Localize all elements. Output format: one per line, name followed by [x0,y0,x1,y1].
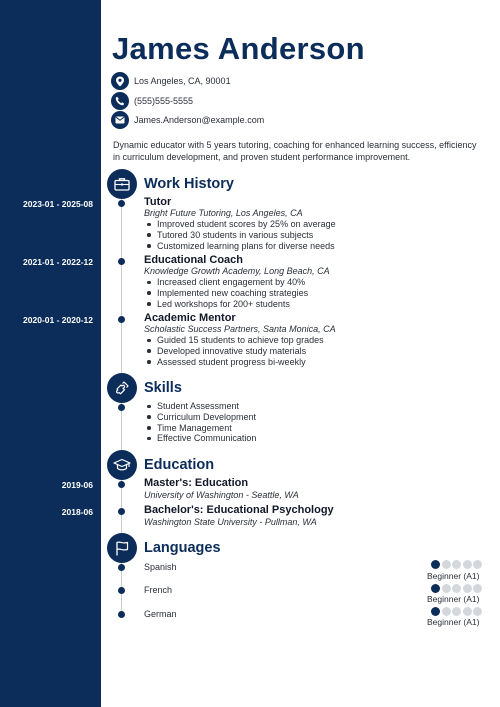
section-title-languages: Languages [144,540,221,556]
list-item: Student Assessment [146,401,256,412]
timeline-dot [118,404,125,411]
section-title-work: Work History [144,176,234,192]
timeline-dot [118,481,125,488]
language-rating [431,560,482,569]
job-title: Academic Mentor [144,312,236,324]
job-date: 2020-01 - 2020-12 [23,315,93,325]
phone-icon [111,92,129,110]
rating-dot [431,560,440,569]
list-item: Assessed student progress bi-weekly [146,357,324,368]
rating-dot [473,584,482,593]
language-name: French [144,585,173,595]
rating-dot [442,607,451,616]
skills-list [146,401,256,444]
list-item: Tutored 30 students in various subjects [146,230,336,241]
language-level: Beginner (A1) [427,617,480,627]
rating-dot [452,607,461,616]
timeline-dot [118,564,125,571]
location-text: Los Angeles, CA, 90001 [134,76,231,86]
rating-dot [442,560,451,569]
rating-dot [463,607,472,616]
section-title-skills: Skills [144,380,182,396]
job-bullets [146,219,336,251]
timeline-dot [118,316,125,323]
email-text: James.Anderson@example.com [134,115,265,125]
job-org: Scholastic Success Partners, Santa Monica, CA [144,324,336,334]
list-item: Time Management [146,423,256,434]
sidebar [0,0,101,707]
list-item: Effective Communication [146,433,256,444]
candidate-name: James Anderson [112,31,365,66]
list-item: Curriculum Development [146,412,256,423]
language-level: Beginner (A1) [427,571,480,581]
rating-dot [463,584,472,593]
job-bullets [146,277,308,309]
job-org: Knowledge Growth Academy, Long Beach, CA [144,266,330,276]
language-name: German [144,609,177,619]
envelope-icon [111,111,129,129]
list-item: Implemented new coaching strategies [146,288,308,299]
timeline-dot [118,200,125,207]
rating-dot [452,584,461,593]
timeline-dot [118,587,125,594]
language-rating [431,584,482,593]
section-title-education: Education [144,457,215,473]
timeline-dot [118,258,125,265]
education-date: 2019-06 [61,480,93,490]
contact-email [111,111,264,129]
flag-icon [107,533,137,563]
job-date: 2023-01 - 2025-08 [23,199,93,209]
timeline-dot [118,508,125,515]
graduation-cap-icon [107,450,137,480]
briefcase-icon [107,169,137,199]
rating-dot [442,584,451,593]
contact-location [111,72,231,90]
summary: Dynamic educator with 5 years tutoring, coaching for enhanced learning success, efficiency in curriculum development, and proven student performance improvement. [113,140,477,162]
location-pin-icon [111,72,129,90]
list-item: Guided 15 students to achieve top grades [146,335,324,346]
list-item: Increased client engagement by 40% [146,277,308,288]
job-title: Educational Coach [144,254,244,266]
timeline-dot [118,611,125,618]
phone-text: (555)555-5555 [134,96,194,106]
job-date: 2021-01 - 2022-12 [23,257,93,267]
school: Washington State University - Pullman, WA [144,517,317,527]
list-item: Led workshops for 200+ students [146,299,308,310]
job-bullets [146,335,324,367]
rating-dot [452,560,461,569]
language-name: Spanish [144,562,177,572]
degree: Bachelor's: Educational Psychology [144,504,334,516]
language-rating [431,607,482,616]
job-title: Tutor [144,196,172,208]
rating-dot [431,607,440,616]
rating-dot [473,560,482,569]
puzzle-icon [107,373,137,403]
rating-dot [473,607,482,616]
school: University of Washington - Seattle, WA [144,490,299,500]
degree: Master's: Education [144,477,249,489]
education-date: 2018-06 [61,507,93,517]
language-level: Beginner (A1) [427,594,480,604]
list-item: Improved student scores by 25% on average [146,219,336,230]
list-item: Customized learning plans for diverse needs [146,241,336,252]
job-org: Bright Future Tutoring, Los Angeles, CA [144,208,303,218]
rating-dot [463,560,472,569]
rating-dot [431,584,440,593]
list-item: Developed innovative study materials [146,346,324,357]
contact-phone [111,92,193,110]
